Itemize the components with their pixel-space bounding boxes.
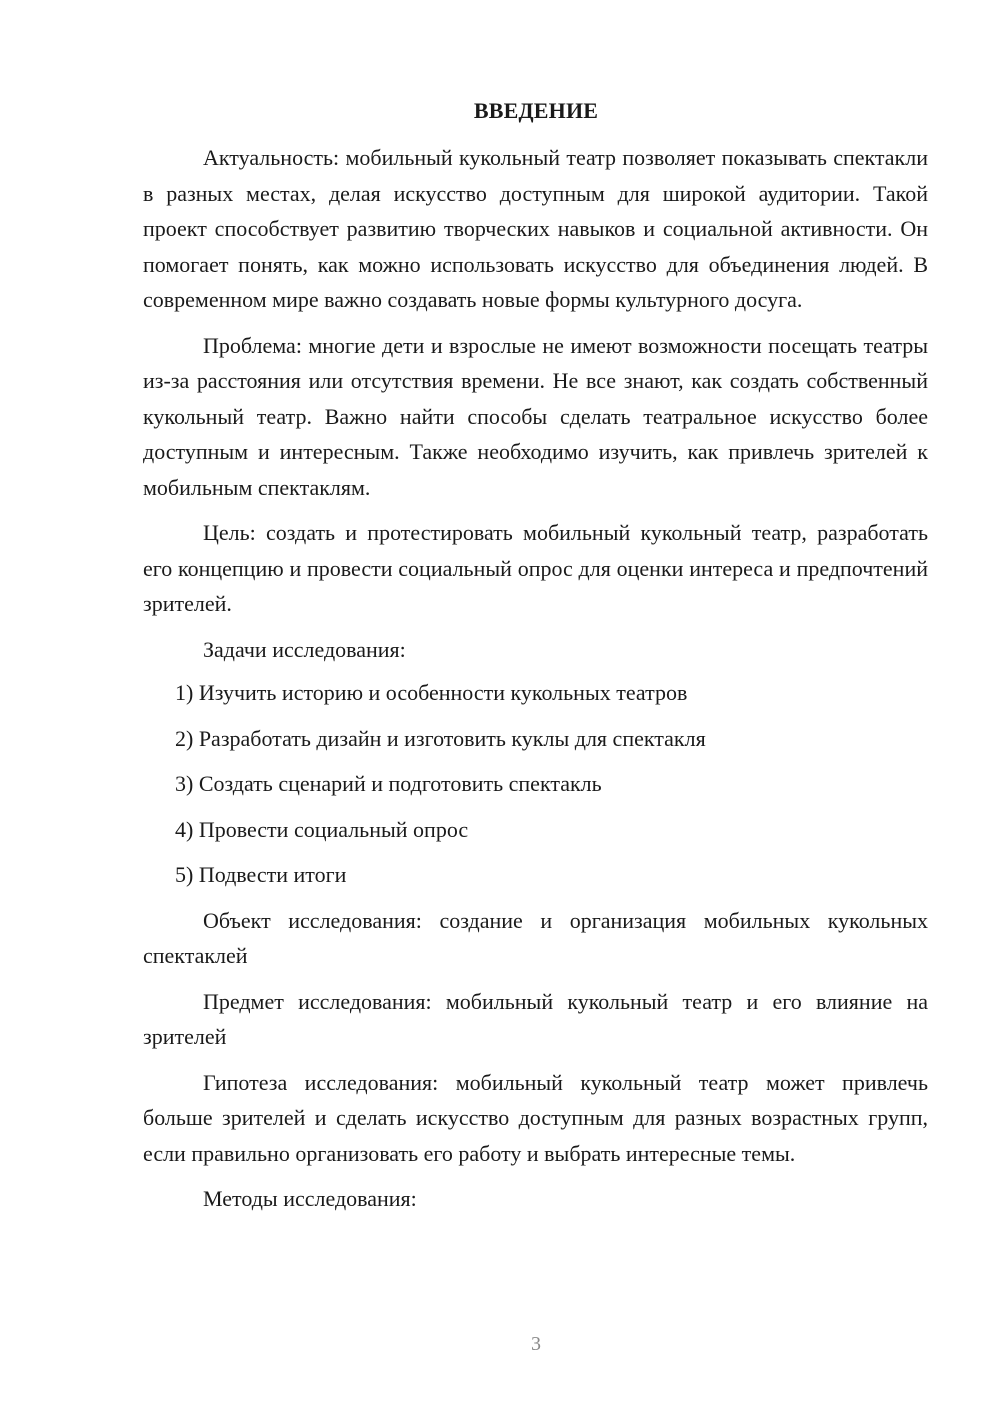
problem-paragraph: Проблема: многие дети и взрослые не имеют возможности посещать театры из-за расстояния или отсутствия времени. Не все знают, как создать собственный кукольный театр. Важно найти способы сделать театральное искусство более доступным и интересным. Также необходимо изучить, как привлечь зрителей к мобильным спектаклям. — [143, 332, 928, 500]
tasks-heading: Задачи исследования: — [203, 636, 406, 662]
list-item: 3) Создать сценарий и подготовить спектакль — [175, 771, 602, 796]
document-body — [143, 140, 928, 1217]
tasks-list — [143, 675, 928, 893]
relevance-paragraph: Актуальность: мобильный кукольный театр позволяет показывать спектакли в разных местах, делая искусство доступным для широкой аудитории. Такой проект способствует развитию творческих навыков и социальной активности. Он помогает понять, как можно использовать искусство для объединения людей. В современном мире важно создавать новые формы культурного досуга. — [143, 145, 928, 312]
subject-paragraph: Предмет исследования: мобильный кукольный театр и его влияние на зрителей — [143, 988, 928, 1049]
list-item: 2) Разработать дизайн и изготовить куклы для спектакля — [175, 725, 706, 751]
goal-paragraph: Цель: создать и протестировать мобильный кукольный театр, разработать его концепцию и провести социальный опрос для оценки интереса и предпочтений зрителей. — [143, 520, 928, 616]
methods-heading: Методы исследования: — [203, 1186, 417, 1211]
list-item: 1) Изучить историю и особенности кукольных театров — [175, 680, 688, 705]
object-paragraph: Объект исследования: создание и организация мобильных кукольных спектаклей — [143, 907, 928, 968]
page-number: 3 — [531, 1333, 541, 1355]
hypothesis-paragraph: Гипотеза исследования: мобильный кукольный театр может привлечь больше зрителей и сделать искусство доступным для разных возрастных групп, если правильно организовать его работу и выбрать интересные темы. — [143, 1069, 928, 1166]
list-item: 4) Провести социальный опрос — [175, 816, 469, 842]
list-item: 5) Подвести итоги — [175, 862, 347, 887]
section-heading: ВВЕДЕНИЕ — [473, 98, 599, 123]
